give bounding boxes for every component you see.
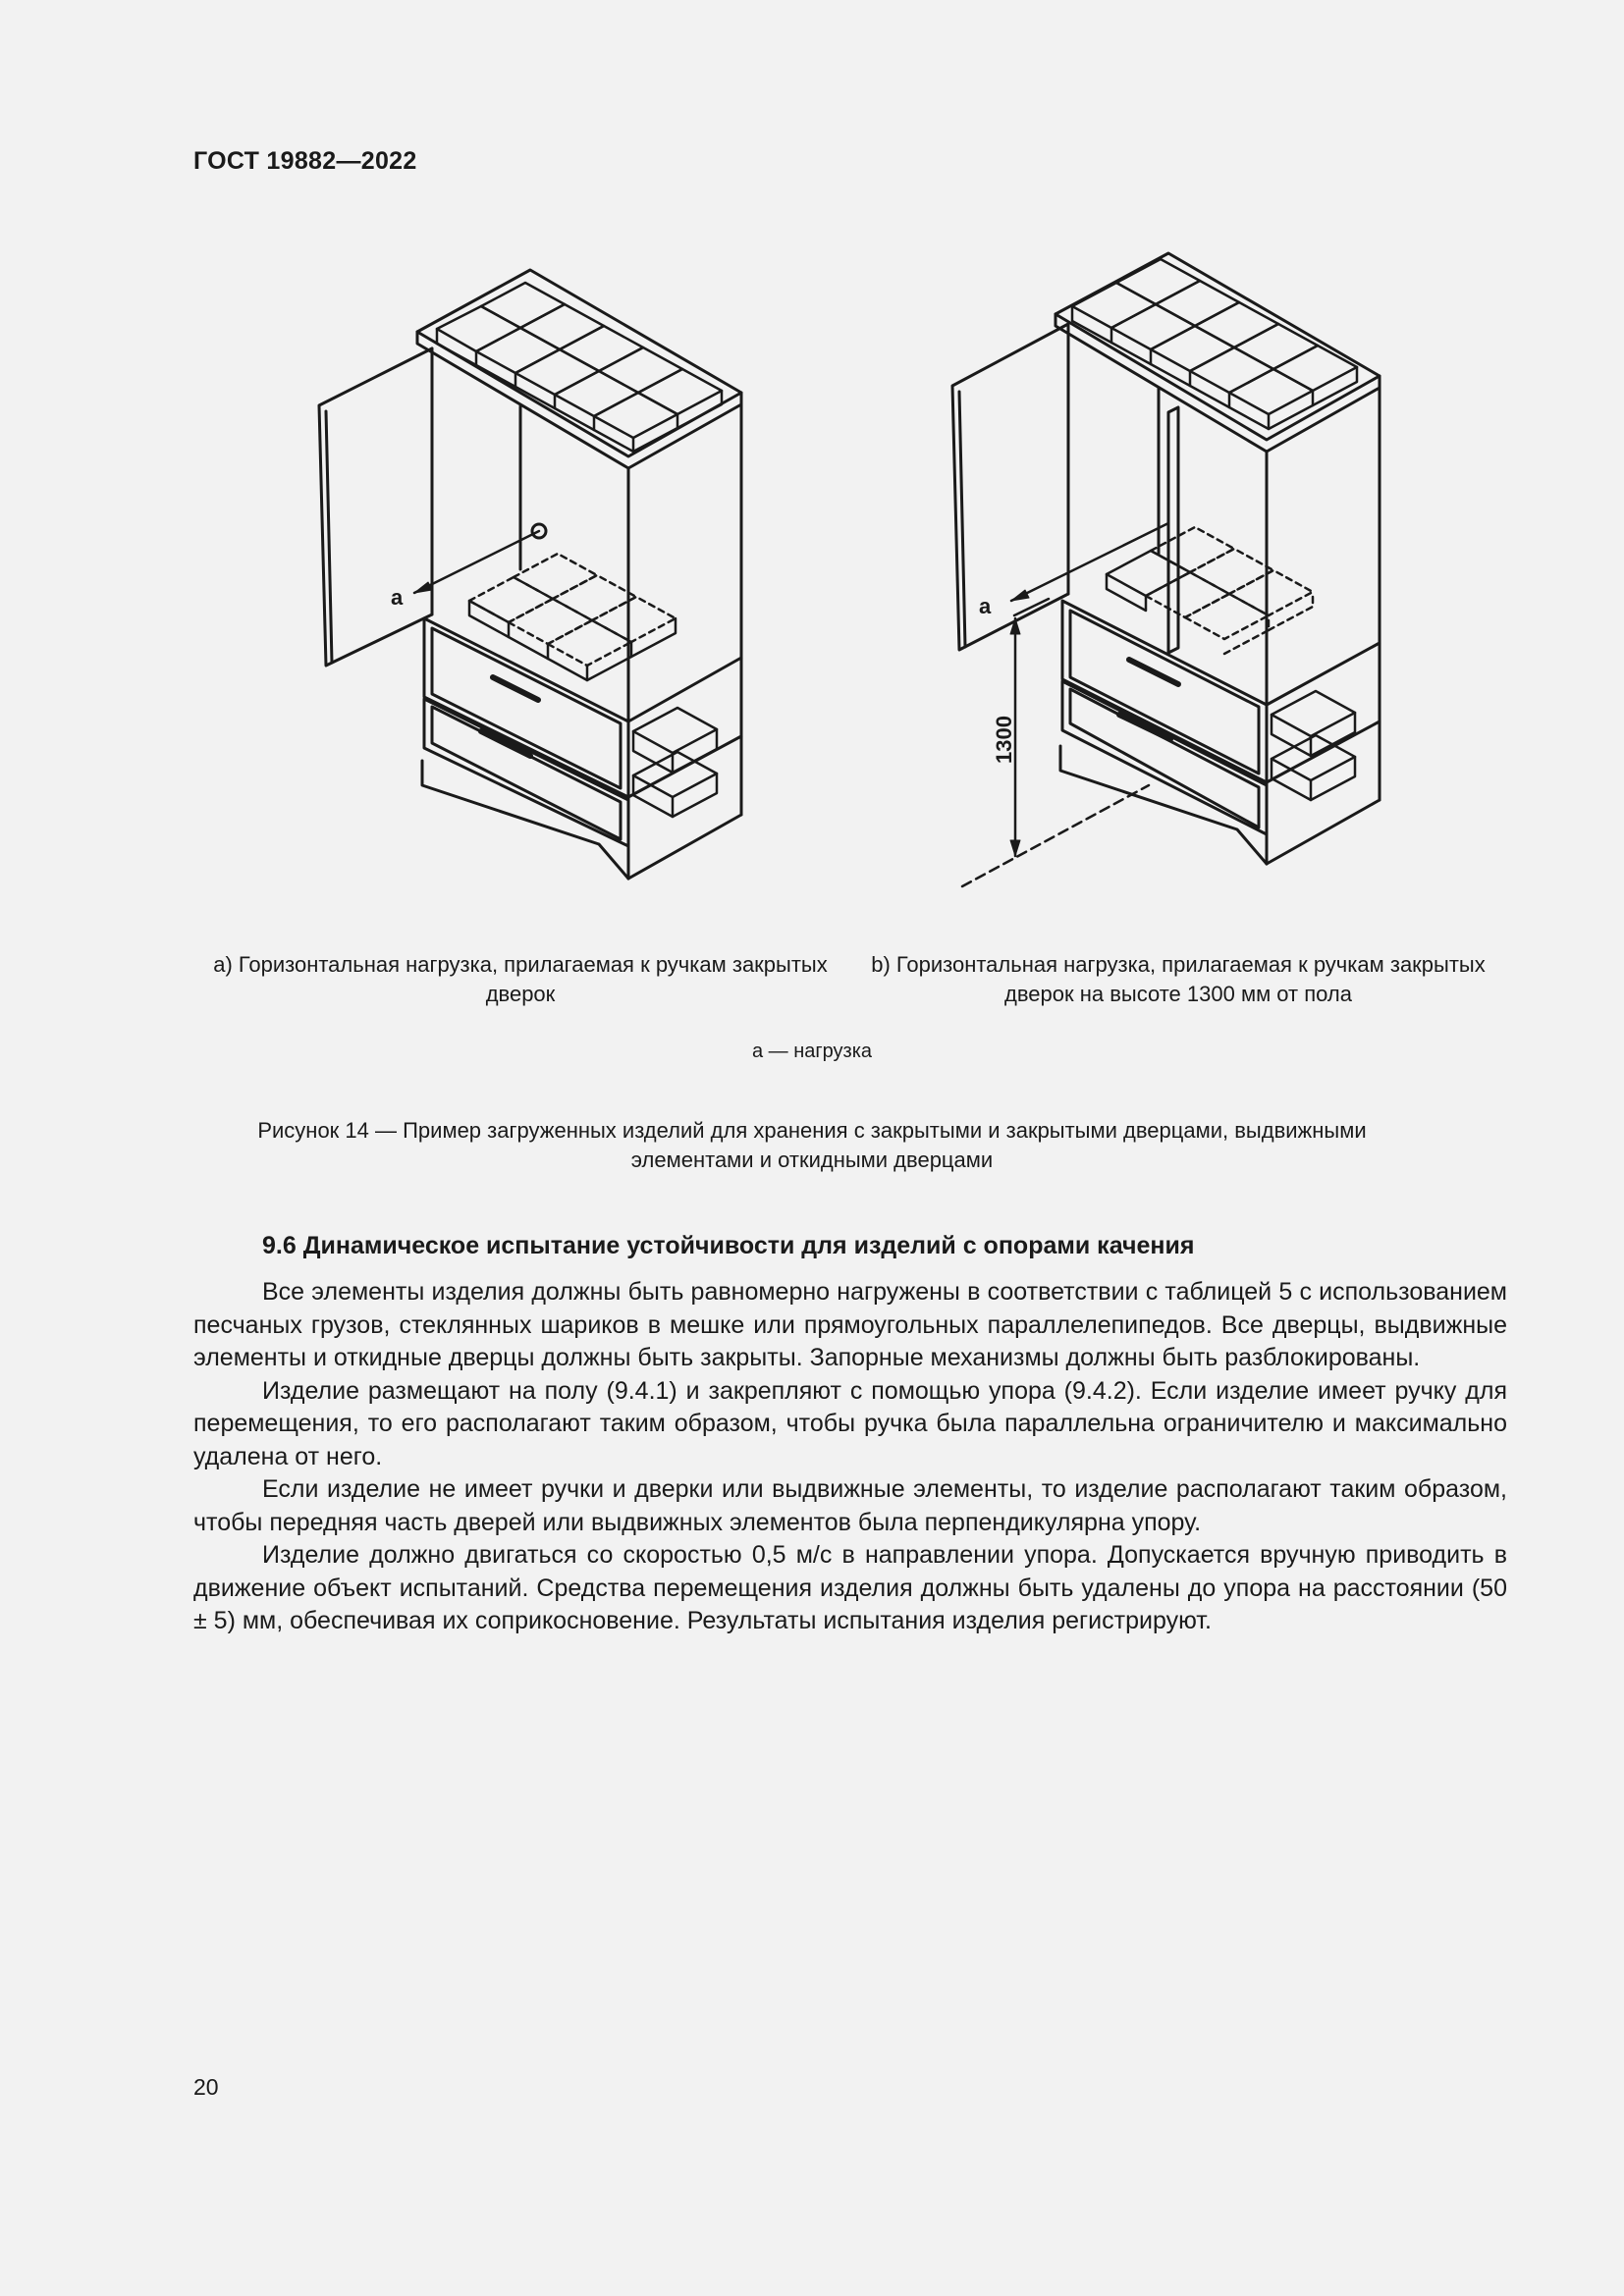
figure-legend: а — нагрузка: [751, 1041, 873, 1062]
paragraph-2: Изделие размещают на полу (9.4.1) и закрепляют с помощью упора (9.4.2). Если изделие имеет ручку для перемещения, то его располагают таким образом, чтобы ручка была параллельна ограничителю и максимально удалена от него.: [193, 1376, 1507, 1470]
figure-b-caption: b) Горизонтальная нагрузка, прилагаемая к ручкам закрытых дверок на высоте 1300 мм от пола: [871, 952, 1486, 1006]
figure-a-lower-boxes: [633, 708, 717, 817]
section-heading: 9.6 Динамическое испытание устойчивости для изделий с опорами качения: [262, 1232, 1195, 1259]
document-code: ГОСТ 19882—2022: [193, 147, 417, 175]
figure-b-dimension-label: 1300: [992, 716, 1016, 764]
paragraph-4: Изделие должно двигаться со скоростью 0,5 м/с в направлении упора. Допускается вручную приводить в движение объект испытаний. Средства перемещения изделия должны быть удалены до упора на расстоянии (50 ± 5) мм, обеспечивая их соприкосновение. Результаты испытания изделия регистрируют.: [193, 1541, 1507, 1634]
figure-a-drawer-upper: [424, 618, 628, 797]
figure-b-load-label: a: [979, 594, 992, 618]
section-body: [193, 1276, 1507, 1638]
figure-b-top-slab: [1056, 253, 1380, 440]
figure-a-open-door: [319, 348, 432, 666]
figure-b-drawer-upper: [1062, 601, 1267, 782]
figure-a-cabinet: [319, 270, 741, 879]
paragraph-1: Все элементы изделия должны быть равномерно нагружены в соответствии с таблицей 5 с использованием песчаных грузов, стеклянных шариков в мешке или прямоугольных параллелепипедов. Все дверцы, выдвижные элементы и откидные дверцы должны быть закрыты. Запорные механизмы должны быть разблокированы.: [193, 1278, 1507, 1371]
figure-b-load-arrow: [1011, 523, 1168, 601]
figure-b-dimension-1300: [962, 599, 1149, 886]
figure-b-lower-boxes: [1272, 691, 1355, 800]
figure-b-cabinet: [952, 253, 1380, 886]
figure-14-drawing: [0, 0, 1624, 942]
paragraph-3: Если изделие не имеет ручки и дверки или выдвижные элементы, то изделие располагают таким образом, чтобы передняя часть дверей или выдвижных элементов была перпендикулярна упору.: [193, 1475, 1507, 1536]
figure-b-top-boxes: [1072, 259, 1357, 429]
figure-b-shelf-boxes: [1107, 527, 1313, 654]
figure-title: Рисунок 14 — Пример загруженных изделий для хранения с закрытыми и закрытыми дверцами, выдвижными элементами и откидными дверцами: [257, 1118, 1367, 1172]
figure-a-top-slab: [417, 270, 741, 456]
figure-a-caption: а) Горизонтальная нагрузка, прилагаемая к ручкам закрытых дверок: [213, 952, 828, 1006]
figure-a-drawer-lower: [424, 699, 628, 846]
page-number: 20: [193, 2074, 219, 2100]
figure-b-drawer-lower: [1062, 681, 1267, 834]
figure-a-load-label: a: [391, 585, 404, 610]
